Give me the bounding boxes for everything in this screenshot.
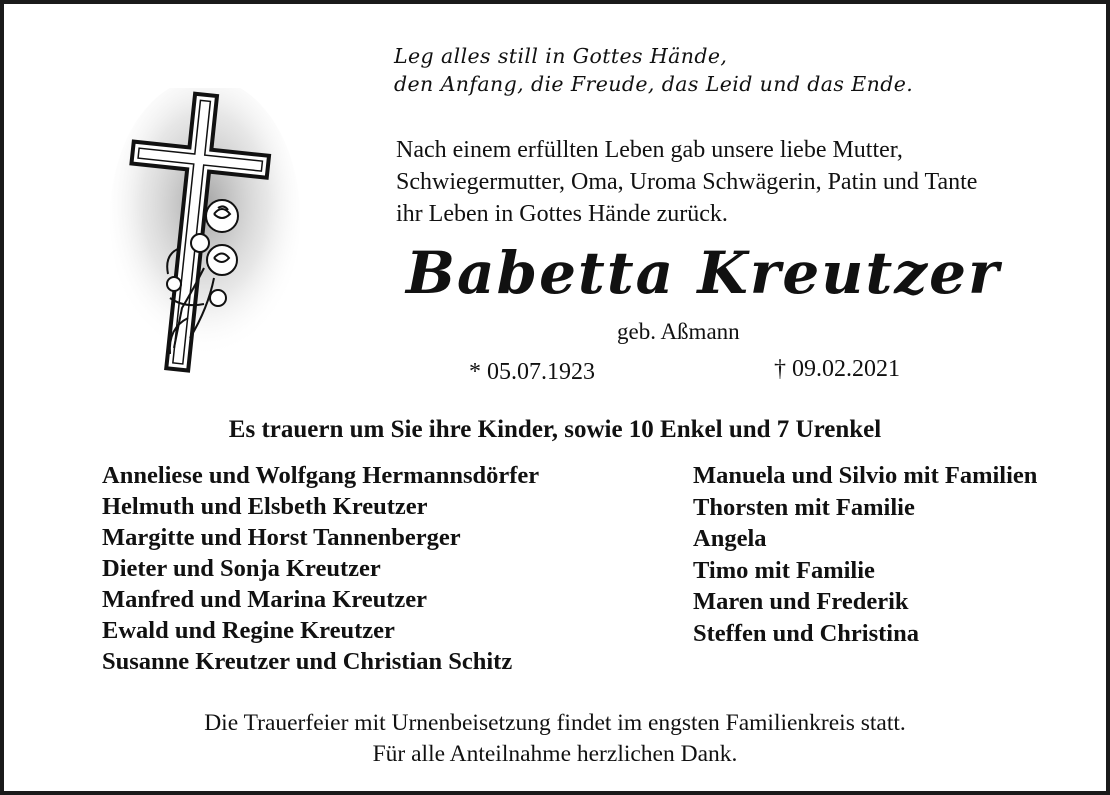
mourner-name: Angela — [693, 525, 767, 552]
mourner-name: Thorsten mit Familie — [693, 493, 915, 521]
mourners-heading: Es trauern um Sie ihre Kinder, sowie 10 Enkel und 7 Urenkel — [228, 416, 882, 443]
verse — [394, 42, 913, 98]
footer-line-1: Die Trauerfeier mit Urnenbeisetzung findet im engsten Familienkreis statt. — [204, 710, 906, 736]
mourner-name: Helmuth und Elsbeth Kreutzer — [102, 493, 428, 520]
footer-text — [4, 708, 1106, 770]
verse-line-1: Leg alles still in Gottes Hände, — [394, 44, 728, 68]
mourner-name: Steffen und Christina — [693, 619, 919, 647]
mourner-name: Manuela und Silvio mit Familien — [693, 462, 1038, 489]
mourner-name: Manfred und Marina Kreutzer — [102, 586, 428, 613]
maiden-name: geb. Aßmann — [617, 319, 740, 344]
verse-line-2: den Anfang, die Freude, das Leid und das Ende. — [394, 72, 914, 96]
mourner-name: Ewald und Regine Kreutzer — [102, 617, 395, 644]
mourners-left-column — [102, 460, 539, 677]
mourner-name: Maren und Frederik — [693, 588, 909, 615]
mourner-name: Margitte und Horst Tannenberger — [102, 524, 461, 551]
mourner-name: Susanne Kreutzer und Christian Schitz — [102, 648, 513, 675]
mourners-right-column — [693, 460, 1037, 649]
death-date: † 09.02.2021 — [774, 356, 900, 382]
footer-line-2: Für alle Anteilnahme herzlichen Dank. — [372, 741, 738, 767]
intro-line-2: Schwiegermutter, Oma, Uroma Schwägerin, Patin und Tante — [396, 169, 978, 195]
birth-date: * 05.07.1923 — [469, 359, 595, 385]
intro-line-1: Nach einem erfüllten Leben gab unsere liebe Mutter, — [396, 137, 903, 163]
intro-text — [396, 134, 977, 230]
mourner-name: Timo mit Familie — [693, 556, 875, 584]
mourner-name: Dieter und Sonja Kreutzer — [102, 555, 381, 582]
mourner-name: Anneliese und Wolfgang Hermannsdörfer — [102, 462, 540, 489]
deceased-name: Babetta Kreutzer — [406, 239, 1001, 307]
intro-line-3: ihr Leben in Gottes Hände zurück. — [396, 201, 728, 227]
cross-with-roses-icon — [110, 88, 310, 378]
